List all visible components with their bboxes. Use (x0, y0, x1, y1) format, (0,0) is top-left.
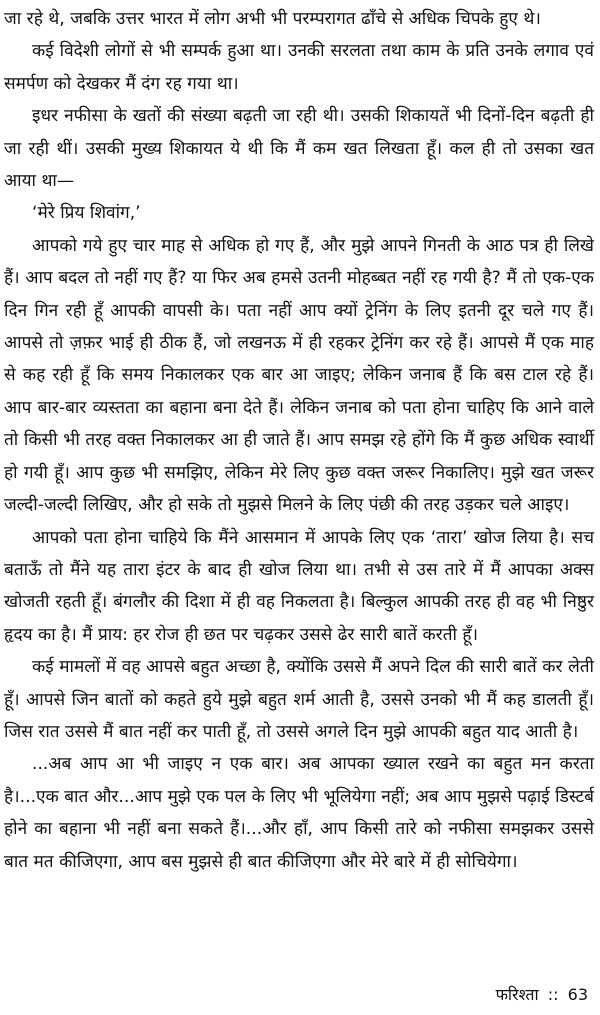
page-footer (496, 983, 588, 1005)
letter-salutation: ‘मेरे प्रिय शिवांग,’ (32, 203, 141, 224)
letter-paragraph: कई मामलों में वह आपसे बहुत अच्छा है, क्योंकि उससे मैं अपने दिल की सारी बातें कर लेती हूँ। आपसे जिन बातों को कहते हुये मुझे बहुत शर्म आती है, उससे उनको भी मैं कह डालती हूँ। जिस रात उससे मैं बात नहीं कर पाती हूँ, तो उससे अगले दिन मुझे आपकी बहुत याद आती है। (4, 657, 594, 742)
page-number: 63 (567, 985, 588, 1004)
letter-paragraph: ...अब आप आ भी जाइए न एक बार। अब आपका ख्याल रखने का बहुत मन करता है।...एक बात और...आप मुझे एक पल के लिए भी भूलियेगा नहीं; अब आप मुझसे पढ़ाई डिस्टर्ब होने का बहाना भी नहीं बना सकते हैं।...और हाँ, आप किसी तारे को नफीसा समझकर उससे बात मत कीजिएगा, आप बस मुझसे ही बात कीजिएगा और मेरे बारे में ही सोचियेगा। (4, 754, 594, 872)
paragraph: कई विदेशी लोगों से भी सम्पर्क हुआ था। उनकी सरलता तथा काम के प्रति उनके लगाव एवं समर्पण को देखकर मैं दंग रह गया था। (4, 41, 594, 94)
paragraph-continued: जा रहे थे, जबकि उत्तर भारत में लोग अभी भी परम्परागत ढाँचे से अधिक चिपके हुए थे। (4, 9, 541, 29)
footer-separator: :: (547, 985, 559, 1004)
paragraph: इधर नफीसा के खतों की संख्या बढ़ती जा रही थी। उसकी शिकायतें भी दिनों-दिन बढ़ती ही जा रही थीं। उसकी मुख्य शिकायत ये थी कि मैं कम खत लिखता हूँ। कल ही तो उसका खत आया था— (4, 106, 594, 192)
letter-paragraph: आपको गये हुए चार माह से अधिक हो गए हैं, और मुझे आपने गिनती के आठ पत्र ही लिखे हैं। आप बदल तो नहीं गए हैं? या फिर अब हमसे उतनी मोहब्बत नहीं रह गयी है? मैं तो एक-एक दिन गिन रही हूँ आपकी वापसी के। पता नहीं आप क्यों ट्रेनिंग के लिए इतनी दूर चले गए हैं। आपसे तो ज़फ़र भाई ही ठीक हैं, जो लखनऊ में ही रहकर ट्रेनिंग कर रहे हैं। आपसे मैं एक माह से कह रही हूँ कि समय निकालकर एक बार आ जाइए; लेकिन जनाब हैं कि बस टाल रहे हैं। आप बार-बार व्यस्तता का बहाना बना देते हैं। लेकिन जनाब को पता होना चाहिए कि आने वाले तो किसी भी तरह वक्त निकालकर आ ही जाते हैं। आप समझ रहे होंगे कि मैं कुछ अधिक स्वार्थी हो गयी हूँ। आप कुछ भी समझिए, लेकिन मेरे लिए कुछ वक्त जरूर निकालिए। मुझे खत जरूर जल्दी-जल्दी लिखिए, और हो सके तो मुझसे मिलने के लिए पंछी की तरह उड़कर चले आइए। (4, 235, 594, 516)
book-title: फरिश्ता (495, 985, 539, 1004)
letter-paragraph: आपको पता होना चाहिये कि मैंने आसमान में आपके लिए एक ‘तारा’ खोज लिया है। सच बताऊँ तो मैंने यह तारा इंटर के बाद ही खोज लिया था। तभी से उस तारे में मैं आपका अक्स खोजती रहती हूँ। बंगलौर की दिशा में ही वह निकलता है। बिल्कुल आपकी तरह ही वह भी निष्ठुर हृदय का है। मैं प्राय: हर रोज ही छत पर चढ़कर उससे ढेर सारी बातें करती हूँ। (4, 527, 594, 645)
page-body (4, 3, 594, 878)
